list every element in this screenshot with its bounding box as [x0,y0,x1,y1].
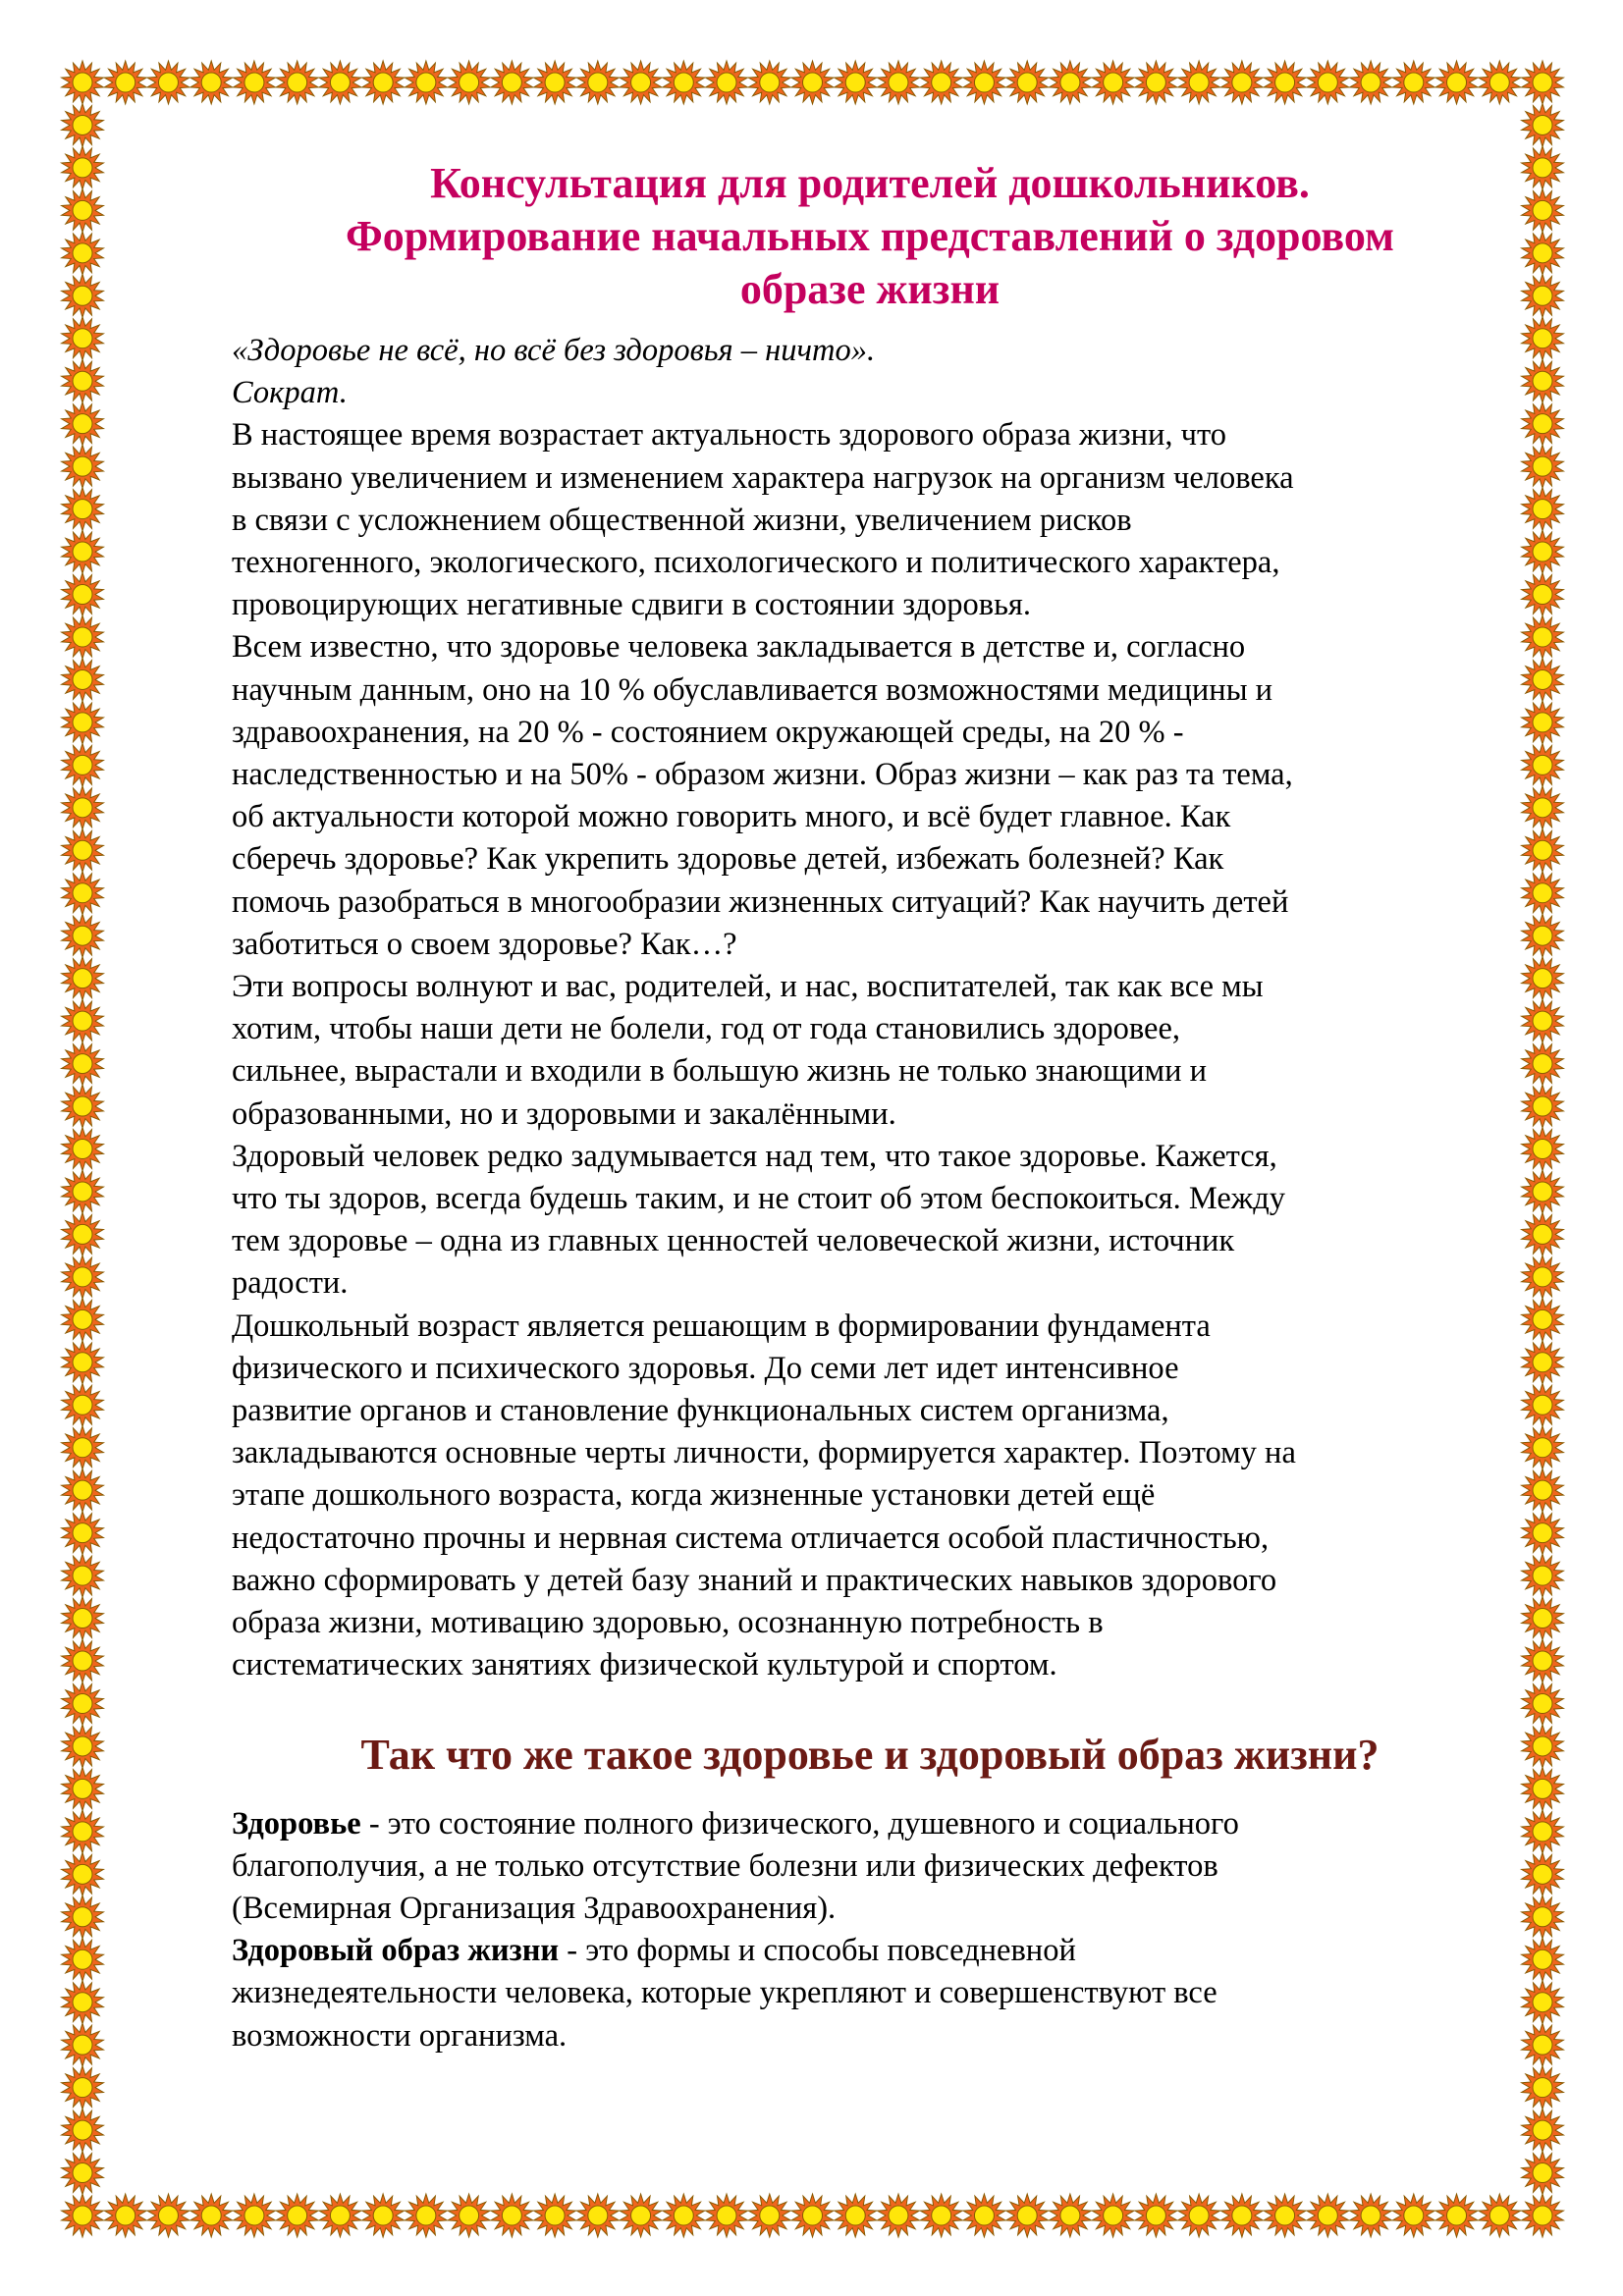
paragraph-line: научным данным, оно на 10 % обуславливается возможностями медицины и [232,671,1273,708]
sun-icon [1522,999,1564,1042]
sun-icon [1522,359,1564,402]
body-paragraph [232,626,1508,966]
sun-icon [62,1725,104,1768]
sun-icon [62,1639,104,1682]
sun-icon [62,573,104,616]
sun-icon [62,317,104,360]
sun-icon [104,61,146,104]
sun-icon [1522,2023,1564,2066]
sun-icon [1522,573,1564,616]
sun-icon [62,615,104,659]
definition-line: жизнедеятельности человека, которые укрепляют и совершенствуют все [232,1975,1217,2011]
paragraph-line: в связи с усложнением общественной жизни, увеличением рисков [232,502,1132,538]
sun-icon [534,2194,576,2237]
sun-icon [491,61,533,104]
paragraph-line: развитие органов и становление функциональных систем организма, [232,1393,1169,1429]
sun-icon [62,445,104,488]
sun-icon [448,61,490,104]
sun-icon [62,1767,104,1810]
paragraph-line: радости. [232,1265,349,1302]
sun-icon [878,2194,920,2237]
sun-icon [620,2194,662,2237]
sun-icon [1522,1639,1564,1682]
paragraph-line: этапе дошкольного возраста, когда жизненные установки детей ещё [232,1477,1156,1514]
sun-icon [62,232,104,275]
sun-icon [620,61,662,104]
sun-icon [62,1212,104,1255]
sun-icon [62,1170,104,1213]
sun-icon [62,2023,104,2066]
sun-icon [62,188,104,232]
sun-icon [62,914,104,957]
sun-icon [1522,2152,1564,2195]
sun-icon [1522,1512,1564,1555]
paragraph-line: заботиться о своем здоровье? Как…? [232,926,737,962]
sun-icon [1522,188,1564,232]
sun-icon [1435,2194,1478,2237]
paragraph-line: что ты здоров, всегда будешь таким, и не стоит об этом беспокоиться. Между [232,1181,1286,1217]
sun-icon [1220,61,1263,104]
sun-icon [62,1896,104,1939]
sun-icon [963,61,1005,104]
sun-icon [62,1810,104,1853]
sun-icon [1522,1896,1564,1939]
sun-icon [1522,1981,1564,2024]
document-body [232,157,1508,2057]
sun-icon [1522,872,1564,915]
paragraph-line: Дошкольный возраст является решающим в формировании фундамента [232,1308,1211,1344]
sun-icon [1522,1170,1564,1213]
sun-icon [62,658,104,701]
sun-icon [1050,2194,1092,2237]
sun-icon [748,2194,790,2237]
sun-icon [1522,2066,1564,2109]
definition-line: возможности организма. [232,2017,568,2054]
sun-icon [1178,61,1220,104]
sun-icon [1220,2194,1263,2237]
sun-icon [1522,232,1564,275]
sun-icon [1522,1682,1564,1726]
paragraph-line: наследственностью и на 50% - образом жизни. Образ жизни – как раз та тема, [232,757,1293,793]
paragraph-line: сильнее, вырастали и входили в большую жизнь не только знающими и [232,1053,1208,1090]
sun-icon [62,2194,104,2237]
sun-icon [1178,2194,1220,2237]
sun-icon [62,274,104,317]
title-line: образе жизни [739,265,1001,313]
sun-icon [1522,658,1564,701]
document-title [232,157,1508,316]
sun-icon [234,2194,276,2237]
sun-icon [1092,2194,1134,2237]
definition [232,1803,1508,1931]
sun-icon [1522,786,1564,829]
sun-icon [1522,1468,1564,1512]
sun-icon [1006,2194,1049,2237]
sun-icon [1522,1128,1564,1171]
sun-icon [448,2194,490,2237]
sun-icon [1522,1042,1564,1086]
sun-icon [706,61,748,104]
sun-icon [62,1341,104,1384]
sun-icon [534,61,576,104]
sun-icon [62,1682,104,1726]
sun-icon [62,786,104,829]
sun-icon [1522,615,1564,659]
sun-icon [1522,1383,1564,1426]
sun-icon [1522,1852,1564,1896]
sun-icon [62,2066,104,2109]
sun-icon [62,1597,104,1640]
sun-icon [1264,2194,1306,2237]
sun-icon [1522,530,1564,573]
sun-icon [1522,1341,1564,1384]
sun-icon [1522,1298,1564,1341]
sun-icon [791,2194,834,2237]
epigraph-author: Сократ. [232,375,348,411]
sun-icon [62,1468,104,1512]
body-paragraph [232,966,1508,1136]
sun-icon [62,1512,104,1555]
sun-icon [362,61,405,104]
paragraph-line: помочь разобраться в многообразии жизненных ситуаций? Как научить детей [232,883,1289,920]
sun-icon [576,2194,619,2237]
definition-term: Здоровый образ жизни [232,1933,560,1969]
sun-icon [62,61,104,104]
sun-icon [748,61,790,104]
sun-icon [1522,914,1564,957]
sun-icon [1522,1767,1564,1810]
sun-icon [276,2194,318,2237]
sun-icon [319,61,361,104]
body-paragraph [232,1306,1508,1687]
sun-icon [920,61,962,104]
sun-icon [1522,1085,1564,1128]
sun-icon [1392,2194,1434,2237]
paragraph-line: Эти вопросы волнуют и вас, родителей, и нас, воспитателей, так как все мы [232,969,1264,1005]
paragraph-line: образа жизни, мотивацию здоровью, осознанную потребность в [232,1605,1104,1641]
paragraph-line: физического и психического здоровья. До семи лет идет интенсивное [232,1350,1179,1386]
sun-icon [1264,61,1306,104]
paragraph-line: хотим, чтобы наши дети не болели, год от года становились здоровее, [232,1011,1181,1047]
sun-icon [1522,2194,1564,2237]
sun-icon [1522,402,1564,446]
sun-icon [1307,2194,1349,2237]
sun-icon [62,1938,104,1981]
sun-icon [62,1085,104,1128]
definition-text: - это формы и способы повседневной [559,1933,1076,1969]
sun-icon [147,2194,189,2237]
sun-icon [62,359,104,402]
sun-icon [835,61,877,104]
sun-icon [491,2194,533,2237]
body-paragraphs [232,414,1508,1686]
sun-icon [1522,1725,1564,1768]
sun-icon [1350,2194,1392,2237]
sun-icon [1522,1938,1564,1981]
epigraph-quote: «Здоровье не всё, но всё без здоровья – ничто». [232,333,876,368]
sun-icon [1522,445,1564,488]
definition-line: (Всемирная Организация Здравоохранения). [232,1890,837,1926]
sun-icon [147,61,189,104]
sun-icon [62,743,104,786]
sun-icon [62,957,104,1000]
sun-icon [62,530,104,573]
sun-icon [62,104,104,147]
sun-icon [1435,61,1478,104]
sun-icon [1522,1212,1564,1255]
paragraph-line: закладываются основные черты личности, формируется характер. Поэтому на [232,1435,1296,1471]
sun-icon [62,402,104,446]
sun-icon [62,1298,104,1341]
sun-icon [835,2194,877,2237]
sun-icon [1307,61,1349,104]
sun-icon [62,701,104,744]
sun-icon [1006,61,1049,104]
sun-icon [234,61,276,104]
sun-icon [1522,828,1564,872]
sun-icon [190,2194,233,2237]
definition-text: - это состояние полного физического, душевного и социального [360,1805,1239,1842]
sun-icon [62,1554,104,1597]
paragraph-line: Здоровый человек редко задумывается над тем, что такое здоровье. Кажется, [232,1138,1277,1174]
sun-icon [920,2194,962,2237]
sun-icon [62,1383,104,1426]
sun-icon [62,872,104,915]
sun-icon [878,61,920,104]
sun-icon [663,2194,705,2237]
sun-icon [1350,61,1392,104]
sun-icon [62,1981,104,2024]
sun-icon [1392,61,1434,104]
sun-icon [1522,701,1564,744]
definition-first-line [232,1803,1508,1845]
sun-icon [963,2194,1005,2237]
sun-icon [62,146,104,189]
sun-icon [62,1852,104,1896]
definition-line: благополучия, а не только отсутствие болезни или физических дефектов [232,1847,1218,1884]
paragraph-line: важно сформировать у детей базу знаний и практических навыков здорового [232,1562,1277,1598]
sun-icon [405,61,447,104]
definitions-list [232,1803,1508,2057]
epigraph [232,330,1508,414]
title-line: Консультация для родителей дошкольников. [430,159,1310,207]
paragraph-line: Всем известно, что здоровье человека закладывается в детстве и, согласно [232,629,1246,666]
paragraph-line: сберечь здоровье? Как укрепить здоровье детей, избежать болезней? Как [232,841,1224,878]
sun-icon [576,61,619,104]
sun-icon [62,2152,104,2195]
sun-icon [1522,957,1564,1000]
paragraph-line: В настоящее время возрастает актуальность здорового образа жизни, что [232,417,1227,454]
sun-icon [62,1426,104,1469]
sun-icon [1479,2194,1521,2237]
paragraph-line: систематических занятиях физической культурой и спортом. [232,1647,1057,1683]
paragraph-line: вызвано увеличением и изменением характера нагрузок на организм человека [232,459,1294,496]
sun-icon [1050,61,1092,104]
paragraph-line: тем здоровье – одна из главных ценностей человеческой жизни, источник [232,1223,1235,1259]
sun-icon [104,2194,146,2237]
sun-icon [1522,1554,1564,1597]
paragraph-line: недостаточно прочны и нервная система отличается особой пластичностью, [232,1520,1270,1556]
sun-icon [663,61,705,104]
sun-icon [62,1128,104,1171]
sun-icon [1522,146,1564,189]
sun-icon [276,61,318,104]
sun-icon [1522,61,1564,104]
sun-icon [62,488,104,531]
sun-icon [1522,317,1564,360]
sun-icon [1522,488,1564,531]
definition-first-line [232,1930,1508,1972]
sun-icon [62,1255,104,1299]
sun-icon [1522,1810,1564,1853]
paragraph-line: об актуальности которой можно говорить много, и всё будет главное. Как [232,799,1231,835]
sun-icon [1135,61,1177,104]
paragraph-line: провоцирующих негативные сдвиги в состоянии здоровья. [232,587,1032,623]
sun-icon [1479,61,1521,104]
body-paragraph [232,1136,1508,1306]
sun-icon [1522,1597,1564,1640]
sun-icon [1522,743,1564,786]
sun-icon [1522,104,1564,147]
sun-icon [62,999,104,1042]
body-paragraph [232,414,1508,626]
section-subtitle: Так что же такое здоровье и здоровый образ жизни? [360,1730,1380,1779]
sun-icon [1522,1255,1564,1299]
sun-icon [791,61,834,104]
sun-icon [62,1042,104,1086]
sun-icon [62,2109,104,2152]
paragraph-line: образованными, но и здоровыми и закалёнными. [232,1095,896,1132]
sun-icon [362,2194,405,2237]
sun-icon [1092,61,1134,104]
sun-icon [405,2194,447,2237]
sun-icon [319,2194,361,2237]
definition [232,1930,1508,2057]
definition-term: Здоровье [232,1805,361,1842]
title-line: Формирование начальных представлений о здоровом [345,212,1394,260]
sun-icon [1135,2194,1177,2237]
sun-icon [190,61,233,104]
sun-icon [1522,2109,1564,2152]
paragraph-line: техногенного, экологического, психологического и политического характера, [232,545,1280,581]
paragraph-line: здравоохранения, на 20 % - состоянием окружающей среды, на 20 % - [232,714,1184,750]
sun-icon [1522,1426,1564,1469]
sun-icon [706,2194,748,2237]
sun-icon [62,828,104,872]
sun-icon [1522,274,1564,317]
